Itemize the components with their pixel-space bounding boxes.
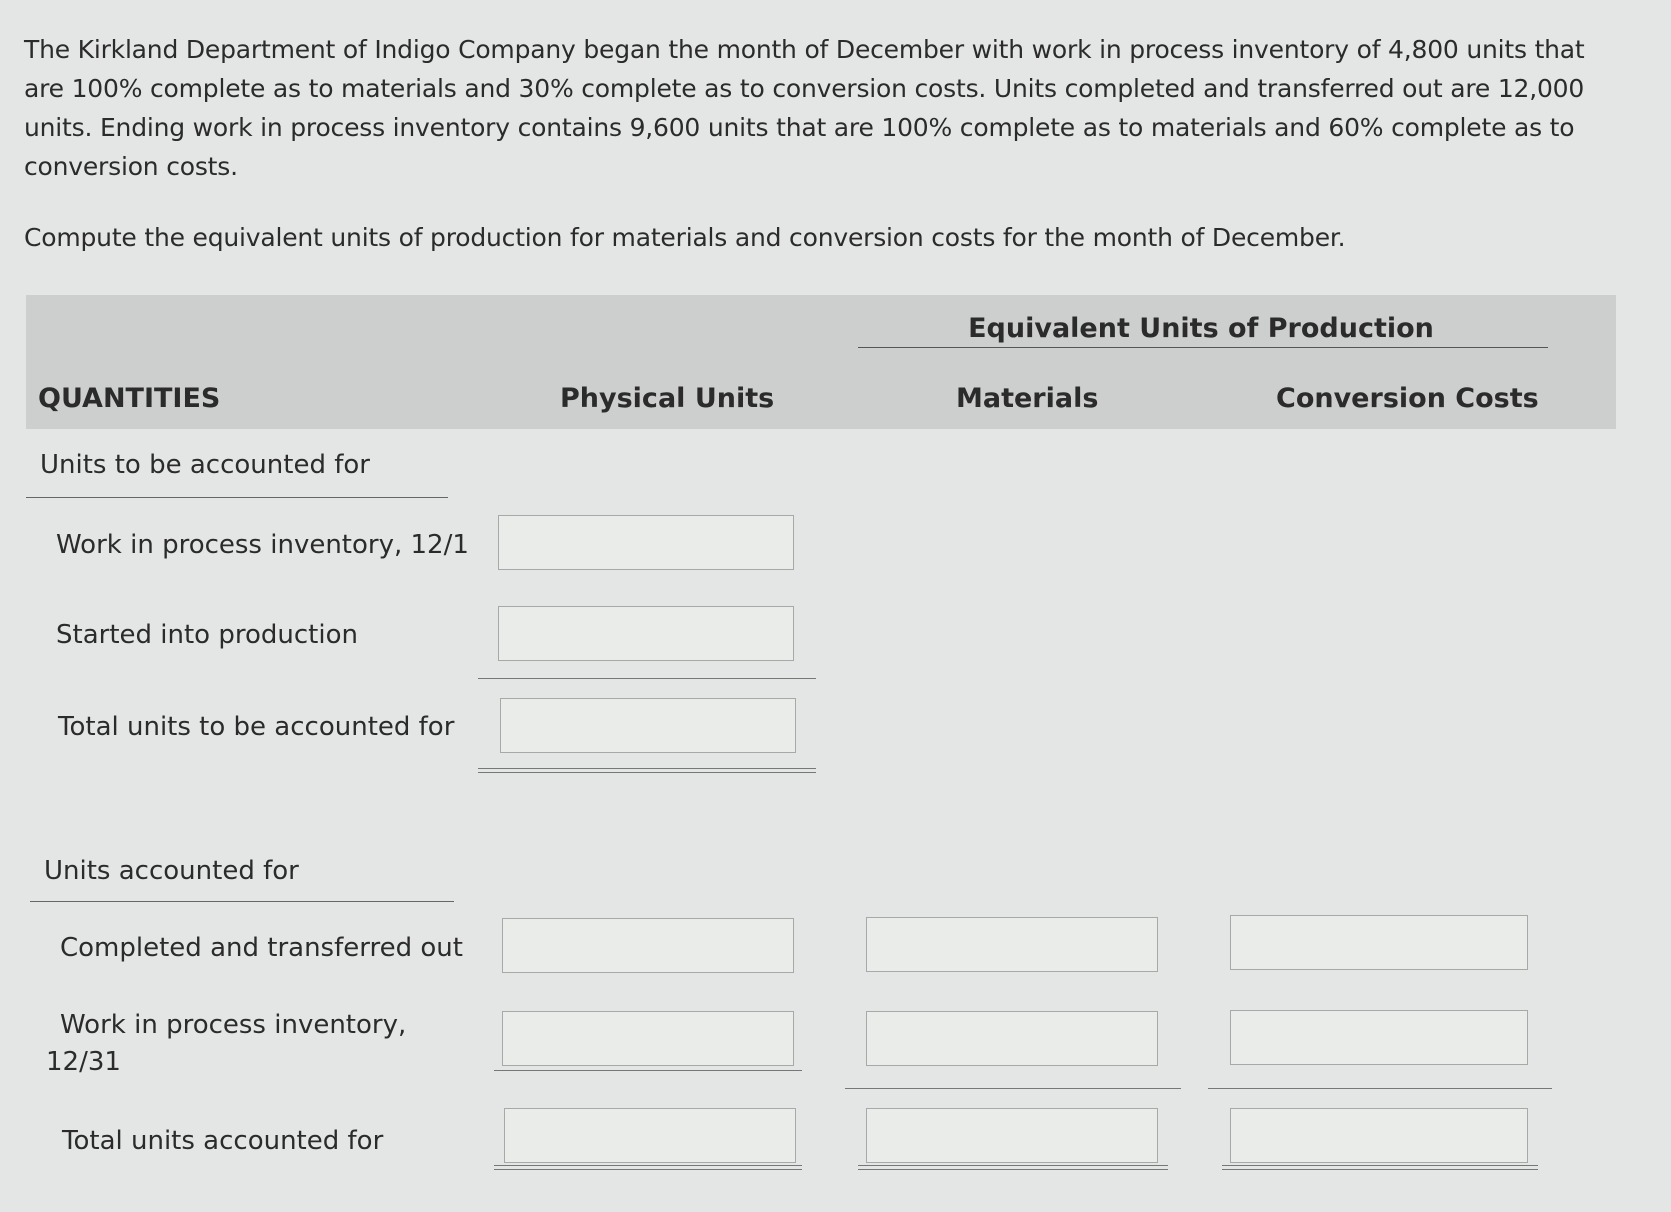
column-physical-units: Physical Units: [560, 383, 775, 414]
wip-end-conversion-input[interactable]: [1230, 1010, 1528, 1065]
column-materials: Materials: [956, 383, 1099, 414]
problem-statement: [24, 30, 1624, 289]
subtotal-underline: [1208, 1088, 1552, 1089]
row-label-wip-end-line2: 12/31: [46, 1047, 121, 1077]
section-units-accounted: Units accounted for: [44, 856, 299, 886]
row-label-completed: Completed and transferred out: [60, 933, 463, 963]
total-accounted-conversion-input[interactable]: [1230, 1108, 1528, 1163]
row-label-wip-end-line1: Work in process inventory,: [60, 1010, 407, 1040]
completed-materials-input[interactable]: [866, 917, 1158, 972]
total-double-underline: [858, 1165, 1168, 1170]
column-quantities: QUANTITIES: [38, 383, 221, 414]
total-double-underline: [494, 1165, 802, 1170]
section-units-to-be-accounted: Units to be accounted for: [40, 450, 370, 480]
total-accounted-physical-input[interactable]: [504, 1108, 796, 1163]
completed-conversion-input[interactable]: [1230, 915, 1528, 970]
section-divider: [30, 901, 454, 902]
column-conversion-costs: Conversion Costs: [1276, 383, 1539, 414]
row-label-total-accounted: Total units accounted for: [62, 1126, 384, 1156]
table-header: [26, 295, 1616, 429]
problem-paragraph: The Kirkland Department of Indigo Company began the month of December with work in process inventory of 4,800 units that are 100% complete as to materials and 30% complete as to conversion costs. Units completed and transferred out are 12,000 units. Ending work in process inventory contains 9,600 units that are 100% complete as to materials and 60% complete as to conversion costs.: [24, 35, 1585, 181]
equivalent-units-underline: [858, 347, 1548, 348]
wip-end-materials-input[interactable]: [866, 1011, 1158, 1066]
wip-end-physical-input[interactable]: [502, 1011, 794, 1066]
subtotal-underline: [478, 678, 816, 679]
completed-physical-input[interactable]: [502, 918, 794, 973]
row-label-started: Started into production: [56, 620, 358, 650]
subtotal-underline: [494, 1070, 802, 1071]
total-double-underline: [1222, 1165, 1538, 1170]
problem-question: Compute the equivalent units of production for materials and conversion costs for the month of December.: [24, 223, 1346, 252]
row-label-total-to-account: Total units to be accounted for: [58, 712, 455, 742]
total-double-underline: [478, 768, 816, 773]
section-divider: [26, 497, 448, 498]
equivalent-units-title: Equivalent Units of Production: [968, 313, 1434, 344]
total-accounted-materials-input[interactable]: [866, 1108, 1158, 1163]
total-to-account-physical-input[interactable]: [500, 698, 796, 753]
wip-begin-physical-input[interactable]: [498, 515, 794, 570]
started-physical-input[interactable]: [498, 606, 794, 661]
subtotal-underline: [845, 1088, 1181, 1089]
row-label-wip-begin: Work in process inventory, 12/1: [56, 530, 469, 560]
